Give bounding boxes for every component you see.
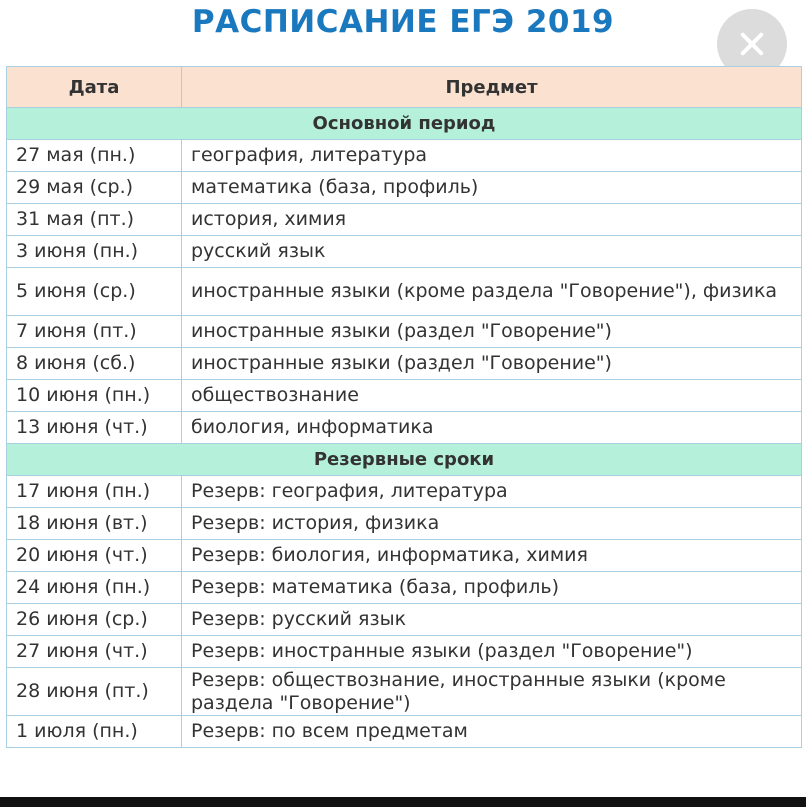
row-subject: биология, информатика — [182, 412, 802, 444]
table-row — [7, 668, 802, 716]
row-date: 26 июня (ср.) — [7, 604, 182, 636]
row-date: 17 июня (пн.) — [7, 476, 182, 508]
page-title: РАСПИСАНИЕ ЕГЭ 2019 — [191, 4, 615, 40]
row-subject: Резерв: математика (база, профиль) — [182, 572, 802, 604]
table-row — [7, 636, 802, 668]
row-date: 31 мая (пт.) — [7, 204, 182, 236]
section-label: Резервные сроки — [7, 444, 802, 476]
row-date: 29 мая (ср.) — [7, 172, 182, 204]
table-row — [7, 572, 802, 604]
table-row — [7, 204, 802, 236]
row-subject: математика (база, профиль) — [182, 172, 802, 204]
row-date: 27 июня (чт.) — [7, 636, 182, 668]
row-date: 10 июня (пн.) — [7, 380, 182, 412]
row-subject: иностранные языки (кроме раздела "Говорение"), физика — [182, 268, 802, 316]
row-subject: Резерв: русский язык — [182, 604, 802, 636]
row-date: 28 июня (пт.) — [7, 668, 182, 716]
table-row — [7, 140, 802, 172]
row-subject: русский язык — [182, 236, 802, 268]
table-row — [7, 348, 802, 380]
row-date: 1 июля (пн.) — [7, 716, 182, 748]
row-subject: иностранные языки (раздел "Говорение") — [182, 316, 802, 348]
table-row — [7, 316, 802, 348]
table-row — [7, 268, 802, 316]
row-subject: Резерв: биология, информатика, химия — [182, 540, 802, 572]
section-header-main — [7, 108, 802, 140]
table-row — [7, 236, 802, 268]
row-date: 24 июня (пн.) — [7, 572, 182, 604]
row-date: 27 мая (пн.) — [7, 140, 182, 172]
table-row — [7, 508, 802, 540]
schedule-table — [6, 66, 802, 748]
table-row — [7, 412, 802, 444]
row-date: 18 июня (вт.) — [7, 508, 182, 540]
row-subject: история, химия — [182, 204, 802, 236]
row-subject: Резерв: по всем предметам — [182, 716, 802, 748]
table-row — [7, 540, 802, 572]
row-subject: Резерв: география, литература — [182, 476, 802, 508]
row-date: 7 июня (пт.) — [7, 316, 182, 348]
table-row — [7, 172, 802, 204]
table-row — [7, 380, 802, 412]
row-date: 3 июня (пн.) — [7, 236, 182, 268]
row-date: 20 июня (чт.) — [7, 540, 182, 572]
bottom-bar — [0, 797, 806, 807]
table-header-row — [7, 67, 802, 108]
row-subject: география, литература — [182, 140, 802, 172]
section-label: Основной период — [7, 108, 802, 140]
table-row — [7, 604, 802, 636]
table-row — [7, 716, 802, 748]
section-header-reserve — [7, 444, 802, 476]
row-date: 5 июня (ср.) — [7, 268, 182, 316]
row-subject: Резерв: иностранные языки (раздел "Говорение") — [182, 636, 802, 668]
table-row — [7, 476, 802, 508]
row-date: 13 июня (чт.) — [7, 412, 182, 444]
row-date: 8 июня (сб.) — [7, 348, 182, 380]
row-subject: обществознание — [182, 380, 802, 412]
header-date: Дата — [7, 67, 182, 108]
header-subject: Предмет — [182, 67, 802, 108]
row-subject: Резерв: история, физика — [182, 508, 802, 540]
row-subject: иностранные языки (раздел "Говорение") — [182, 348, 802, 380]
row-subject: Резерв: обществознание, иностранные языки (кроме раздела "Говорение") — [182, 668, 802, 716]
